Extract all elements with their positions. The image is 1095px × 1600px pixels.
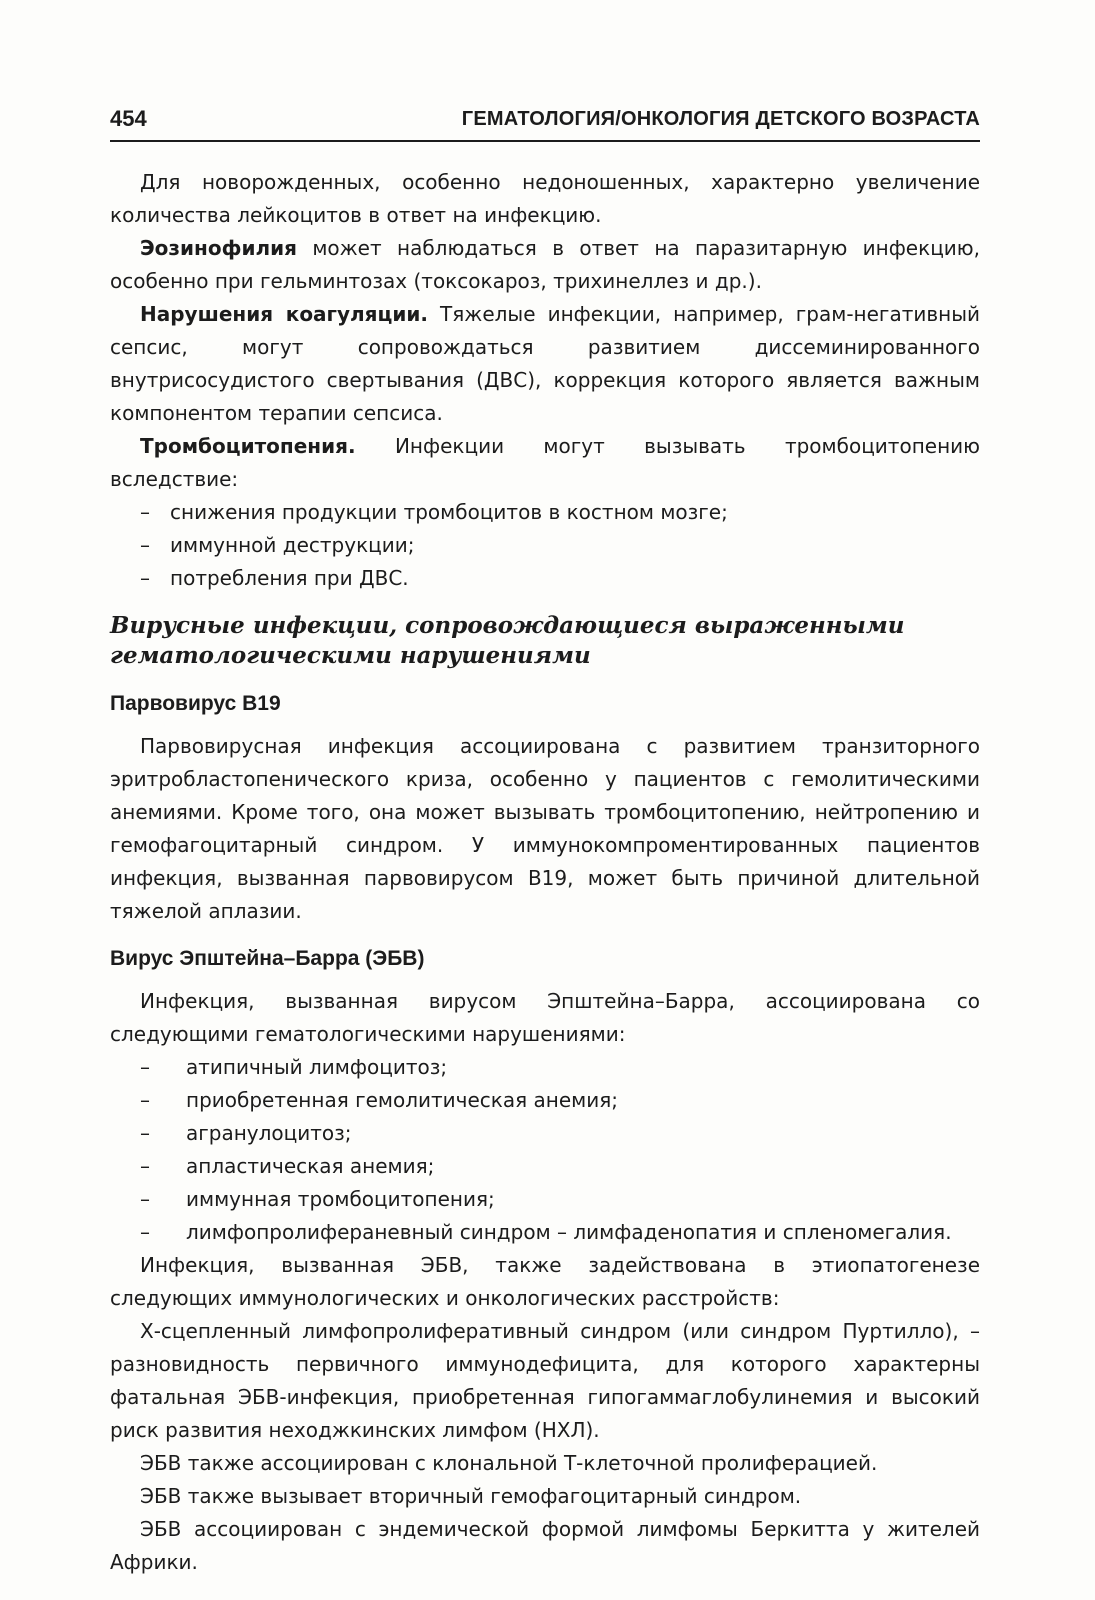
paragraph-thrombocytopenia xyxy=(110,430,980,496)
paragraph-ebv-purtilo: Х-сцепленный лимфопролиферативный синдром (или синдром Пуртилло), – разновидность первичного иммунодефицита, для которого характерны фатальная ЭБВ-инфекция, приобретенная гипогаммаглобулинемия и высокий риск развития неходжкинских лимфом (НХЛ). xyxy=(110,1319,980,1442)
paragraph-ebv-clonal: ЭБВ также ассоциирован с клональной Т-клеточной пролиферацией. xyxy=(140,1451,878,1475)
page-body xyxy=(110,166,980,1579)
list-item: – лимфопролифераневный синдром – лимфаденопатия и спленомегалия. xyxy=(140,1216,980,1249)
paragraph-ebv-burkitt: ЭБВ ассоциирован с эндемической формой лимфомы Беркитта у жителей Африки. xyxy=(110,1517,980,1574)
paragraph-text: Инфекции могут вызывать тромбоцитопению вследствие: xyxy=(110,434,980,491)
subsection-title-ebv: Вирус Эпштейна–Барра (ЭБВ) xyxy=(110,947,425,970)
list-item: – приобретенная гемолитическая анемия; xyxy=(140,1084,980,1117)
paragraph-text: может наблюдаться в ответ на паразитарную инфекцию, особенно при гельминтозах (токсокароз, трихинеллез и др.). xyxy=(110,236,980,293)
paragraph-eosinophilia xyxy=(110,232,980,298)
section-title: Вирусные инфекции, сопровождающиеся выраженными гематологическими нарушениями xyxy=(110,612,905,669)
list-item: – иммунная тромбоцитопения; xyxy=(140,1183,980,1216)
term-eosinophilia: Эозинофилия xyxy=(140,236,297,260)
subsection-title-parvovirus: Парвовирус В19 xyxy=(110,692,281,715)
paragraph-ebv-intro: Инфекция, вызванная вирусом Эпштейна–Барра, ассоциирована со следующими гематологическими нарушениями: xyxy=(110,989,980,1046)
paragraph-coagulation xyxy=(110,298,980,430)
list-item: – иммунной деструкции; xyxy=(140,529,980,562)
paragraph-newborns: Для новорожденных, особенно недоношенных, характерно увеличение количества лейкоцитов в ответ на инфекцию. xyxy=(110,170,980,227)
paragraph-ebv-etiopathogenesis: Инфекция, вызванная ЭБВ, также задействована в этиопатогенезе следующих иммунологических и онкологических расстройств: xyxy=(110,1253,980,1310)
paragraph-text: Тяжелые инфекции, например, грам-негативный сепсис, могут сопровождаться развитием диссеминированного внутрисосудистого свертывания (ДВС), коррекция которого является важным компонентом терапии сепсиса. xyxy=(110,302,980,425)
list-item: – агранулоцитоз; xyxy=(140,1117,980,1150)
page-number: 454 xyxy=(110,106,147,131)
term-thrombocytopenia: Тромбоцитопения. xyxy=(140,434,356,458)
ebv-disorders-list xyxy=(110,1051,980,1249)
running-title: ГЕМАТОЛОГИЯ/ОНКОЛОГИЯ ДЕТСКОГО ВОЗРАСТА xyxy=(461,108,980,130)
causes-list xyxy=(110,496,980,595)
page-header xyxy=(110,106,980,142)
paragraph-parvovirus: Парвовирусная инфекция ассоциирована с развитием транзиторного эритробластопенического криза, особенно у пациентов с гемолитическими анемиями. Кроме того, она может вызывать тромбоцитопению, нейтропению и гемофагоцитарный синдром. У иммунокомпроментированных пациентов инфекция, вызванная парвовирусом В19, может быть причиной длительной тяжелой аплазии. xyxy=(110,734,980,923)
term-coagulation: Нарушения коагуляции. xyxy=(140,302,428,326)
list-item: – атипичный лимфоцитоз; xyxy=(140,1051,980,1084)
list-item: – снижения продукции тромбоцитов в костном мозге; xyxy=(140,496,980,529)
list-item: – апластическая анемия; xyxy=(140,1150,980,1183)
list-item: – потребления при ДВС. xyxy=(140,562,980,595)
paragraph-ebv-hemophagocytic: ЭБВ также вызывает вторичный гемофагоцитарный синдром. xyxy=(140,1484,802,1508)
